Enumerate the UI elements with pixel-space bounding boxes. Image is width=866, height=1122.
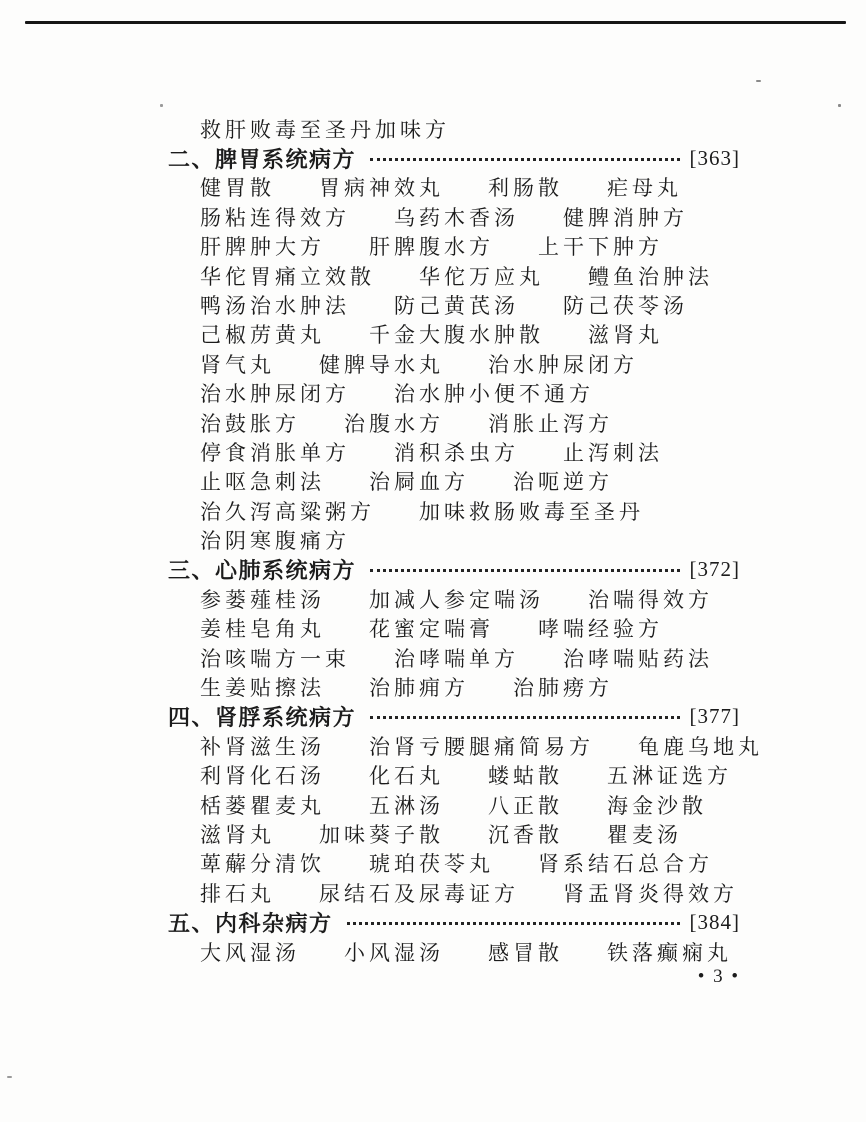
formula-title: 生姜贴擦法 xyxy=(200,676,325,701)
toc-formula-line xyxy=(0,790,866,819)
toc-formula-line xyxy=(0,496,866,525)
toc-formula-line xyxy=(0,878,866,907)
formula-title: 海金沙散 xyxy=(607,793,707,818)
formula-title: 疟母丸 xyxy=(607,176,682,201)
section-page-ref: [363] xyxy=(689,145,740,170)
formula-title: 琥珀茯苓丸 xyxy=(369,852,494,877)
formula-title: 肝脾腹水方 xyxy=(369,235,494,260)
formula-title: 滋肾丸 xyxy=(588,323,663,348)
formula-title: 鸭汤治水肿法 xyxy=(200,294,350,319)
dot-leader xyxy=(370,569,679,572)
formula-title: 治肺痈方 xyxy=(369,676,469,701)
toc-formula-line xyxy=(0,320,866,349)
toc-formula-line xyxy=(0,525,866,554)
formula-title: 肠粘连得效方 xyxy=(200,205,350,230)
toc-formula-line xyxy=(0,731,866,760)
formula-title: 铁落癫痫丸 xyxy=(607,940,732,965)
formula-title: 哮喘经验方 xyxy=(538,617,663,642)
formula-title: 治哮喘贴药法 xyxy=(563,646,713,671)
formula-title: 利肠散 xyxy=(488,176,563,201)
toc-lines xyxy=(0,114,866,966)
dot-leader xyxy=(370,716,679,719)
formula-title: 健脾消肿方 xyxy=(563,205,688,230)
formula-title: 乌药木香汤 xyxy=(394,205,519,230)
formula-title: 大风湿汤 xyxy=(200,940,300,965)
formula-title: 治水肿尿闭方 xyxy=(200,382,350,407)
toc-formula-line xyxy=(0,937,866,966)
formula-title: 上干下肿方 xyxy=(538,235,663,260)
formula-title: 沉香散 xyxy=(488,823,563,848)
scan-speck xyxy=(7,1076,12,1078)
formula-title: 参蒌薤桂汤 xyxy=(200,587,325,612)
formula-title: 消胀止泻方 xyxy=(488,411,613,436)
section-title: 五、内科杂病方 xyxy=(168,910,333,936)
formula-title: 加减人参定喘汤 xyxy=(369,587,544,612)
toc-formula-line xyxy=(0,672,866,701)
toc-formula-line xyxy=(0,232,866,261)
toc-formula-line xyxy=(0,408,866,437)
formula-title: 治咳喘方一束 xyxy=(200,646,350,671)
formula-title: 止呕急刺法 xyxy=(200,470,325,495)
toc-section-entry xyxy=(0,908,866,937)
formula-title: 瞿麦汤 xyxy=(607,823,682,848)
formula-title: 加味葵子散 xyxy=(319,823,444,848)
formula-title: 治阴寒腹痛方 xyxy=(200,529,350,554)
formula-title: 蝼蛄散 xyxy=(488,764,563,789)
section-title: 二、脾胃系统病方 xyxy=(168,146,357,172)
formula-title: 感冒散 xyxy=(488,940,563,965)
toc-formula-line xyxy=(0,614,866,643)
toc-formula-line xyxy=(0,819,866,848)
scan-speck xyxy=(756,80,761,82)
toc-formula-line xyxy=(0,173,866,202)
scan-speck xyxy=(160,104,163,107)
formula-title: 花蜜定喘膏 xyxy=(369,617,494,642)
formula-title: 肾系结石总合方 xyxy=(538,852,713,877)
section-page-ref: [377] xyxy=(689,704,740,728)
formula-title: 治水肿尿闭方 xyxy=(488,352,638,377)
formula-title: 治鼓胀方 xyxy=(200,411,300,436)
formula-title: 华佗万应丸 xyxy=(419,264,544,289)
formula-title: 停食消胀单方 xyxy=(200,441,350,465)
formula-title: 肾气丸 xyxy=(200,352,275,377)
dot-leader xyxy=(347,922,680,925)
scan-speck xyxy=(838,104,841,107)
formula-title: 姜桂皂角丸 xyxy=(200,617,325,642)
toc-formula-line xyxy=(0,849,866,878)
toc-formula-line xyxy=(0,202,866,231)
formula-title: 千金大腹水肿散 xyxy=(369,323,544,348)
formula-title: 消积杀虫方 xyxy=(394,441,519,465)
formula-title: 治水肿小便不通方 xyxy=(394,382,594,407)
toc-formula-line xyxy=(0,467,866,496)
formula-title: 止泻刺法 xyxy=(563,441,663,465)
section-title: 四、肾脬系统病方 xyxy=(168,705,357,731)
toc-formula-line xyxy=(0,379,866,408)
formula-title: 肝脾肿大方 xyxy=(200,235,325,260)
toc-section-entry xyxy=(0,702,866,731)
formula-title: 治肾亏腰腿痛简易方 xyxy=(369,734,594,759)
toc-formula-line xyxy=(0,114,866,143)
formula-title: 八正散 xyxy=(488,793,563,818)
section-page-ref: [372] xyxy=(689,557,740,582)
page-number: • 3 • xyxy=(697,966,740,987)
toc-formula-line xyxy=(0,761,866,790)
formula-title: 治哮喘单方 xyxy=(394,646,519,671)
formula-title: 五淋汤 xyxy=(369,793,444,818)
formula-title: 鳢鱼治肿法 xyxy=(588,264,713,289)
formula-title: 治喘得效方 xyxy=(588,587,713,612)
formula-title: 防己黄芪汤 xyxy=(394,294,519,319)
formula-title: 肾盂肾炎得效方 xyxy=(563,881,738,906)
formula-title: 治呃逆方 xyxy=(513,470,613,495)
formula-title: 胃病神效丸 xyxy=(319,176,444,201)
toc-formula-line xyxy=(0,643,866,672)
formula-title: 滋肾丸 xyxy=(200,823,275,848)
formula-title: 排石丸 xyxy=(200,881,275,906)
formula-title: 小风湿汤 xyxy=(344,940,444,965)
toc-formula-line xyxy=(0,437,866,466)
section-title: 三、心肺系统病方 xyxy=(168,558,357,584)
toc-formula-line xyxy=(0,290,866,319)
formula-title: 华佗胃痛立效散 xyxy=(200,264,375,289)
formula-title: 利肾化石汤 xyxy=(200,764,325,789)
section-page-ref: [384] xyxy=(689,909,740,934)
toc-formula-line xyxy=(0,349,866,378)
formula-title: 己椒苈黄丸 xyxy=(200,323,325,348)
formula-title: 萆薢分清饮 xyxy=(200,852,325,877)
formula-title: 救肝败毒至圣丹加味方 xyxy=(200,117,450,142)
formula-title: 龟鹿乌地丸 xyxy=(638,734,763,759)
formula-title: 尿结石及尿毒证方 xyxy=(319,881,519,906)
formula-title: 防己茯苓汤 xyxy=(563,294,688,319)
scan-border-rule xyxy=(25,21,846,24)
toc-formula-line xyxy=(0,261,866,290)
formula-title: 栝蒌瞿麦丸 xyxy=(200,793,325,818)
toc-section-entry xyxy=(0,143,866,172)
formula-title: 补肾滋生汤 xyxy=(200,734,325,759)
toc-formula-line xyxy=(0,584,866,613)
formula-title: 化石丸 xyxy=(369,764,444,789)
formula-title: 加味救肠败毒至圣丹 xyxy=(419,499,644,524)
formula-title: 五淋证选方 xyxy=(607,764,732,789)
formula-title: 健胃散 xyxy=(200,176,275,201)
dot-leader xyxy=(370,158,679,161)
formula-title: 治腹水方 xyxy=(344,411,444,436)
formula-title: 治屙血方 xyxy=(369,470,469,495)
formula-title: 治肺痨方 xyxy=(513,676,613,701)
formula-title: 健脾导水丸 xyxy=(319,352,444,377)
toc-section-entry xyxy=(0,555,866,584)
formula-title: 治久泻高粱粥方 xyxy=(200,499,375,524)
